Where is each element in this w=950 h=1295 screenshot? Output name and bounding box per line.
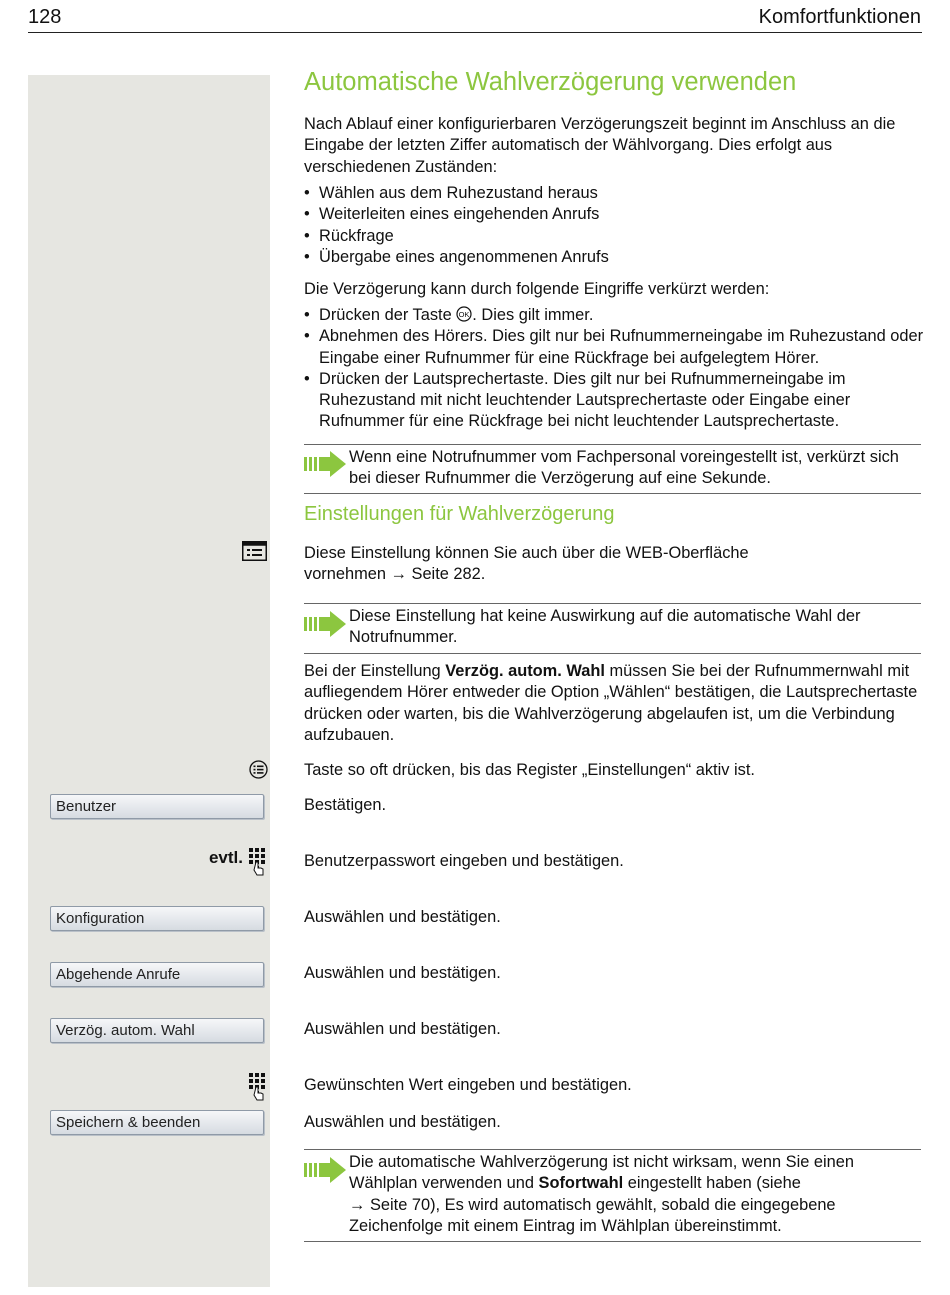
page-title: Automatische Wahlverzögerung verwenden bbox=[304, 68, 797, 96]
menu-button-konfiguration[interactable]: Konfiguration bbox=[50, 906, 264, 931]
note-rule-bottom bbox=[304, 493, 921, 494]
header-rule bbox=[28, 32, 922, 33]
list-item: • Wählen aus dem Ruhezustand heraus bbox=[304, 183, 924, 204]
note-arrow-icon bbox=[304, 611, 346, 637]
step-select: Auswählen und bestätigen. bbox=[304, 1113, 501, 1131]
shorten-list bbox=[304, 305, 924, 433]
states-list bbox=[304, 183, 924, 268]
note-arrow-icon bbox=[304, 1157, 346, 1183]
ref-arrow: → bbox=[349, 1195, 366, 1214]
web-interface-icon bbox=[242, 541, 267, 561]
shorten-item-1-post: . Dies gilt immer. bbox=[472, 306, 594, 324]
step-menu-key: Taste so oft drücken, bis das Register „Einstellungen“ aktiv ist. bbox=[304, 761, 755, 779]
svg-text:OK: OK bbox=[458, 309, 470, 319]
note-rule-bottom bbox=[304, 1241, 921, 1242]
step-select: Auswählen und bestätigen. bbox=[304, 908, 501, 926]
keypad-icon bbox=[248, 847, 268, 877]
shorten-item-1-pre: Drücken der Taste bbox=[319, 306, 452, 324]
shorten-intro: Die Verzögerung kann durch folgende Eingriffe verkürzt werden: bbox=[304, 280, 770, 298]
section-title: Komfortfunktionen bbox=[758, 6, 921, 28]
note-rule-top bbox=[304, 603, 921, 604]
note-bold-term: Sofortwahl bbox=[538, 1174, 624, 1193]
menu-button-benutzer[interactable]: Benutzer bbox=[50, 794, 264, 819]
list-item: • Rückfrage bbox=[304, 226, 924, 247]
list-item: • Abnehmen des Hörers. Dies gilt nur bei Rufnummerneingabe im Ruhezustand oder Eingabe einer Rufnummer für eine Rückfrage bei aufgelegtem Hörer. bbox=[304, 326, 924, 369]
section-subtitle: Einstellungen für Wahlverzögerung bbox=[304, 503, 615, 525]
menu-button-abgehende-anrufe[interactable]: Abgehende Anrufe bbox=[50, 962, 264, 987]
note-rule-top bbox=[304, 444, 921, 445]
note-emergency: Wenn eine Notrufnummer vom Fachpersonal voreingestellt ist, verkürzt sich bei dieser Rufnummer die Verzögerung auf eine Sekunde. bbox=[349, 448, 899, 488]
ref-arrow: → bbox=[390, 565, 407, 584]
step-select: Auswählen und bestätigen. bbox=[304, 1020, 501, 1038]
note-rule-bottom bbox=[304, 653, 921, 654]
note-text-mid: eingestellt haben (siehe bbox=[623, 1174, 801, 1193]
ok-key-icon bbox=[456, 306, 472, 322]
list-item bbox=[304, 305, 924, 326]
list-item: • Weiterleiten eines eingehenden Anrufs bbox=[304, 204, 924, 225]
menu-button-verzoeg-autom-wahl[interactable]: Verzög. autom. Wahl bbox=[50, 1018, 264, 1043]
page-link[interactable]: Seite 282. bbox=[406, 565, 486, 584]
list-item: • Übergabe eines angenommenen Anrufs bbox=[304, 247, 924, 268]
note-arrow-icon bbox=[304, 451, 346, 477]
step-enter-value: Gewünschten Wert eingeben und bestätigen. bbox=[304, 1076, 632, 1094]
step-password: Benutzerpasswort eingeben und bestätigen. bbox=[304, 852, 624, 870]
web-text: Diese Einstellung können Sie auch über die WEB-Oberfläche vornehmen bbox=[304, 544, 749, 584]
optional-label: evtl. bbox=[208, 848, 243, 867]
note-text-post[interactable]: Seite 70), Es wird automatisch gewählt, sobald die eingegebene Zeichenfolge mit einem Eintrag im Wählplan übereinstimmt. bbox=[349, 1195, 836, 1235]
note-dialplan bbox=[349, 1152, 919, 1237]
note-rule-top bbox=[304, 1149, 921, 1150]
list-item: • Drücken der Lautsprechertaste. Dies gilt nur bei Rufnummerneingabe im Ruhezustand mit nicht leuchtender Lautsprechertaste oder Eingabe einer Rufnummer für eine Rückfrage bei nicht leuchtender Lautsprechertaste. bbox=[304, 369, 924, 433]
intro-text: Nach Ablauf einer konfigurierbaren Verzögerungszeit beginnt im Anschluss an die Eingabe der letzten Ziffer automatisch der Wählvorgang. Dies erfolgt aus verschiedenen Zuständen: bbox=[304, 115, 896, 176]
menu-button-speichern-beenden[interactable]: Speichern & beenden bbox=[50, 1110, 264, 1135]
setting-text-pre: Bei der Einstellung bbox=[304, 662, 446, 680]
page-number: 128 bbox=[28, 6, 62, 28]
sidebar bbox=[28, 75, 270, 1287]
step-select: Auswählen und bestätigen. bbox=[304, 964, 501, 982]
menu-key-icon bbox=[249, 760, 268, 779]
setting-text-post: müssen Sie bei der Rufnummernwahl mit aufliegendem Hörer entweder die Option „Wählen“ bestätigen, die Lautsprechertaste drücken oder warten, bis die Wahlverzögerung abgelaufen ist, um die Verbindung aufzubauen. bbox=[304, 662, 918, 744]
note-text-pre: Die automatische Wahlverzögerung ist nicht wirksam, wenn Sie einen Wählplan verwenden und bbox=[349, 1153, 855, 1193]
setting-description bbox=[304, 661, 924, 746]
setting-name: Verzög. autom. Wahl bbox=[445, 662, 605, 680]
keypad-icon bbox=[248, 1072, 268, 1102]
step-confirm: Bestätigen. bbox=[304, 796, 387, 814]
web-interface-text bbox=[304, 543, 804, 586]
note-emergency-auto: Diese Einstellung hat keine Auswirkung auf die automatische Wahl der Notrufnummer. bbox=[349, 607, 861, 647]
